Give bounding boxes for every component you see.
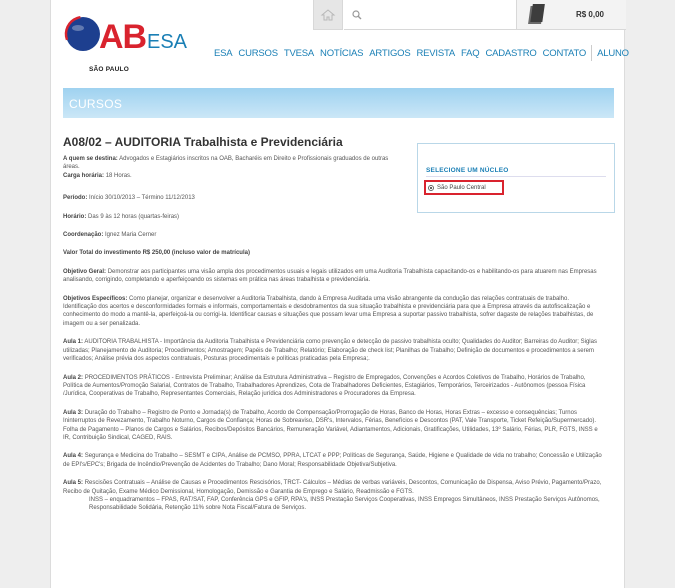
lesson-label: Aula 3: (63, 409, 84, 416)
lesson-1 (63, 338, 603, 363)
period-label: Período: (63, 195, 88, 202)
page (50, 0, 629, 588)
main-nav (211, 46, 632, 60)
cart-icon (529, 3, 547, 27)
lesson-label: Aula 5: (63, 480, 84, 487)
nav-revista[interactable]: REVISTA (416, 47, 456, 59)
logo-subtitle: SÃO PAULO (89, 66, 129, 73)
lesson-label: Aula 1: (63, 339, 84, 346)
esa-logo-text: ESA (147, 31, 188, 53)
lesson-5-continued (63, 496, 603, 513)
course-workload (63, 172, 603, 180)
audience-text: Advogados e Estagiários inscritos na OAB, Bacharéis em Direito e Profissionais graduados de outras áreas. (63, 156, 389, 171)
lesson-text: Duração do Trabalho – Registro de Ponto e Jornada(s) de Trabalho, Acordo de Compensação/Prorrogação de Horas, Banco de Horas, Horas Extras – excesso e consequências; Turnos Ininterruptos de Revezamento, Trabalho Noturno, Cargos de Confiança; Horas de Sobreaviso, DSR's, Intervalos, Férias, Benefícios e Descontos (PAT, Vale Transporte, Ticket Refeição/Supermercado). Folha de Pagamento – Planos de Cargos e Salários, Recibos/Depósitos Bancários, Remuneração Variável, Adiantamentos, Adicionais, Gratificações, Utilidades, 13º Salário, Férias, PLR, FGTS, INSS e IR, Contribuição Sindical, CAGED, RAIS. (63, 409, 598, 441)
course-specific-objectives (63, 295, 603, 329)
section-banner (63, 88, 614, 118)
course-content (63, 135, 603, 513)
lesson-text: INSS – enquadramentos – FPAS, RAT/SAT, FAP, Conferência GPS e GFIP, RPA's, INSS Prestação Serviços Cooperativas, INSS Empregos Simultâneos, INSS Prestação Serviços Autônomos, Responsabilidade Solidária, Retenção 11% sobre Nota Fiscal/Fatura de Serviços. (89, 496, 600, 512)
home-button[interactable] (313, 0, 343, 30)
coordination-text: Ignez Maria Cerner (105, 232, 157, 239)
coordination-label: Coordenação: (63, 232, 104, 239)
search-icon[interactable] (352, 10, 362, 20)
schedule-text: Das 9 às 12 horas (quartas-feiras) (88, 213, 180, 220)
nav-faq[interactable]: FAQ (461, 47, 480, 59)
lesson-text: AUDITORIA TRABALHISTA - Importância da Auditoria Trabalhista e Previdenciária como prevenção e detecção de passivo trabalhista oculto; Qualidades do Auditor; Barreiras do Auditor; Siglas utilizadas; Planejamento de Auditoria; Procedimentos; Amostragem; Papéis de Trabalho; Relatório; Elaboração de check list; Planilhas de Trabalho; Definição de documentos e procedimentos a serem verificados; Análise prévia dos aspectos contratuais, Posturas procedimentais e políticas praticadas pela Empresa;. (63, 339, 597, 363)
nav-divider (591, 45, 592, 61)
general-objective-label: Objetivo Geral: (63, 268, 107, 275)
specific-objectives-text: Como planejar, organizar e desenvolver a Auditoria Trabalhista, dando à Empresa Auditada uma visão abrangente da condução das relações contratuais de trabalho. Identificação dos acertos e desconformidades formais e informais, comportamentais e desdobramentos da sua situação trabalhista e previdenciária para que a Empresa através da autofiscalização e conhecimento do modo a mantê-la, aperfeiçoá-la ou corrigi-la. Identificar causas e situações que possam levar uma Empresa a suportar passivo trabalhista, sofrer dagaste de relações trabalhistas, de imagem ou a ser penalizada. (63, 295, 594, 327)
course-period (63, 194, 603, 202)
lesson-text: PROCEDIMENTOS PRÁTICOS - Entrevista Preliminar; Análise da Estrutura Administrativa – Registro de Empregados, Convenções e Acordos Coletivos de Trabalho, Horários de Trabalho, Política de Aumentos/Promoção Salarial, Contratos de Trabalho, Trabalhadores Aprendizes, Cota de Trabalhadores Deficientes, Estagiários, Temporários, Terceirizados - Autônomos (pessoa Física /Jurídica, Cooperativas de Trabalho, Representantes Comerciais, Relação jurídica dos Administradores e Procuradores da Empresa. (63, 374, 586, 398)
general-objective-text: Demonstrar aos participantes uma visão ampla dos procedimentos usuais e legais utilizados em uma Auditoria Trabalhista capacitando-os e habilitando-os para atuarem nas Empresas analisando, corrigindo, completando e aperfeiçoando os sistemas em prática nas áreas trabalhista e previdenciária. (63, 268, 597, 284)
course-schedule (63, 213, 603, 221)
nucleo-title: SELECIONE UM NÚCLEO (426, 167, 509, 174)
lesson-label: Aula 2: (63, 374, 84, 381)
nav-aluno[interactable]: ALUNO (597, 47, 629, 59)
nav-artigos[interactable]: ARTIGOS (369, 47, 411, 59)
workload-label: Carga horária: (63, 172, 105, 179)
course-general-objective (63, 268, 603, 285)
lesson-text: Segurança e Medicina do Trabalho – SESMT e CIPA, Análise de PCMSO, PPRA, LTCAT e PPP; Políticas de Segurança, Saúde, Higiene e Qualidade de vida no trabalho; Concessão e Utilização de EPI's/EPC's; Brigada de Incêndio/Prevenção de Acidentes do Trabalho; Dano Moral; Responsabilidade Objetiva/Subjetiva. (63, 453, 602, 468)
lesson-2 (63, 374, 603, 399)
nav-tvesa[interactable]: TVESA (283, 47, 315, 59)
audience-label: A quem se destina: (63, 156, 118, 162)
period-text: Início 30/10/2013 – Término 11/12/2013 (89, 195, 195, 202)
course-price: Valor Total do investimento R$ 250,00 (incluso valor de matrícula) (63, 250, 250, 257)
cart-button[interactable] (516, 0, 626, 30)
lesson-4 (63, 452, 603, 469)
nav-esa[interactable]: ESA (214, 47, 233, 59)
svg-text:AB: AB (99, 18, 147, 56)
course-title: A08/02 – AUDITORIA Trabalhista e Previdenciária (63, 135, 343, 149)
oab-logo-graphic (63, 14, 203, 62)
lesson-text: Rescisões Contratuais – Análise de Causas e Procedimentos Rescisórios, TRCT- Cálculos – Médias de verbas variáveis, Descontos, Comunicação de Dispensa, Aviso Prévio, Pagamento/Prazo, Recibo de Quitação, Exame Médico Demissional, Homologação, Demissão e Garantia de Emprego e Salário, Readmissão e FGTS. (63, 480, 602, 495)
search-input[interactable] (344, 0, 517, 30)
workload-text: 18 Horas. (105, 172, 132, 179)
nav-contato[interactable]: CONTATO (542, 47, 587, 59)
home-icon (321, 9, 335, 21)
nav-noticias[interactable]: NOTÍCIAS (320, 47, 364, 59)
nav-cadastro[interactable]: CADASTRO (485, 47, 537, 59)
specific-objectives-label: Objetivos Específicos: (63, 295, 128, 302)
nucleo-option-label: São Paulo Central (437, 184, 486, 191)
lesson-3 (63, 409, 603, 443)
schedule-label: Horário: (63, 213, 87, 220)
lesson-5 (63, 479, 603, 496)
nav-cursos[interactable]: CURSOS (238, 47, 278, 59)
course-coordination (63, 231, 603, 239)
course-audience (63, 155, 393, 172)
cart-total: R$ 0,00 (575, 10, 604, 19)
oab-esa-logo[interactable] (63, 14, 203, 73)
lesson-label: Aula 4: (63, 453, 84, 460)
section-title: CURSOS (69, 97, 123, 111)
